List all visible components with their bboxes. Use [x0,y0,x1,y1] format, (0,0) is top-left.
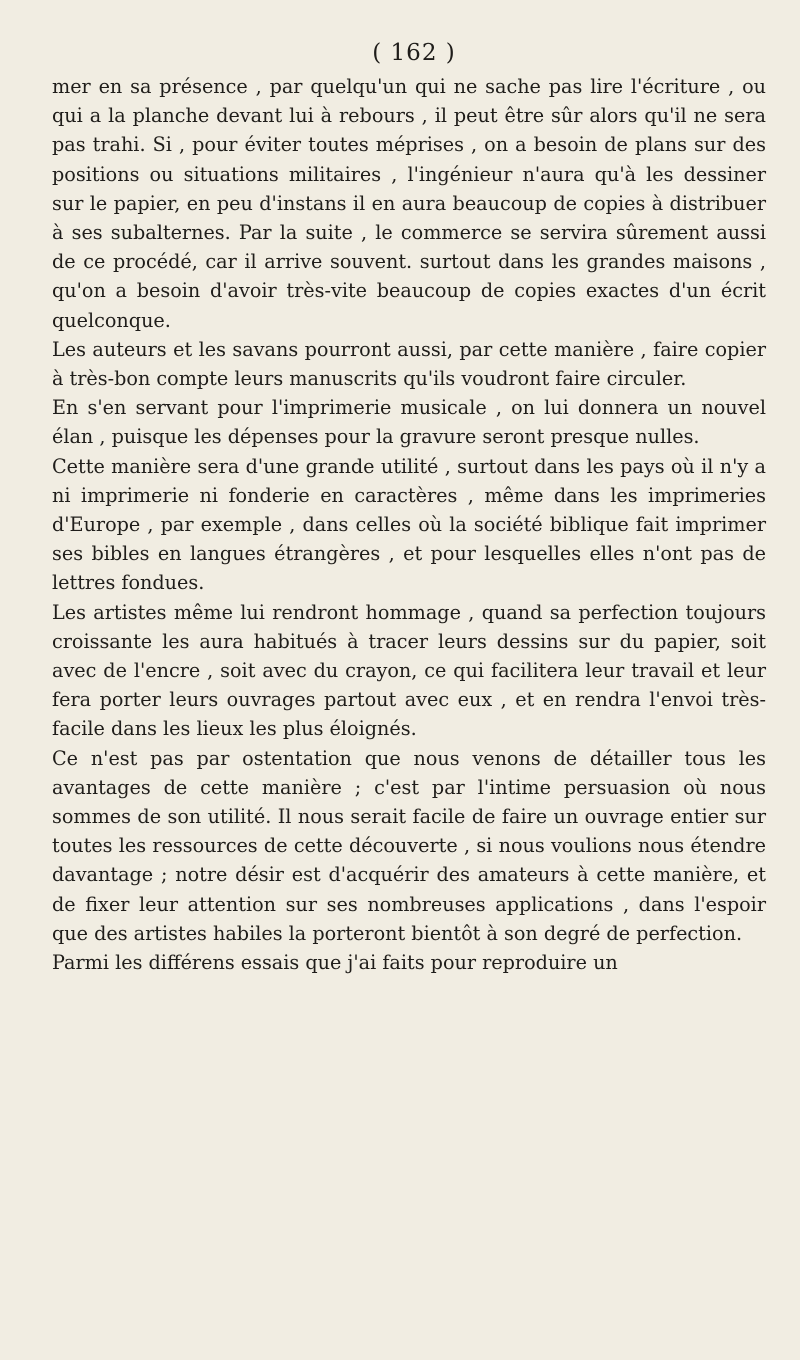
paragraph-5: Les artistes même lui rendront hommage , quand sa perfection toujours croissante les aura habitués à tracer leurs dessins sur du papier, soit avec de l'encre , soit avec du crayon, ce qui facilitera leur travail et leur fera porter leurs ouvrages partout avec eux , et en rendra l'envoi très-facile dans les lieux les plus éloignés. [52,600,766,741]
paragraph-7: Parmi les différens essais que j'ai faits pour reproduire un [52,951,618,975]
body-text [52,72,766,977]
paragraph-4: Cette manière sera d'une grande utilité , surtout dans les pays où il n'y a ni imprimerie ni fonderie en caractères , même dans les imprimeries d'Europe , par exemple , dans celles où la société biblique fait imprimer ses bibles en langues étrangères , et pour lesquelles elles n'ont pas de lettres fondues. [52,454,766,595]
paragraph-1: mer en sa présence , par quelqu'un qui ne sache pas lire l'écriture , ou qui a la planche devant lui à rebours , il peut être sûr alors qu'il ne sera pas trahi. Si , pour éviter toutes méprises , on a besoin de plans sur des positions ou situations militaires , l'ingénieur n'aura qu'à les dessiner sur le papier, en peu d'instans il en aura beaucoup de copies à distribuer à ses subalternes. Par la suite , le commerce se servira sûrement aussi de ce procédé, car il arrive souvent. surtout dans les grandes maisons , qu'on a besoin d'avoir très-vite beaucoup de copies exactes d'un écrit quelconque. [52,75,766,332]
paragraph-2: Les auteurs et les savans pourront aussi, par cette manière , faire copier à très-bon compte leurs manuscrits qu'ils voudront faire circuler. [52,337,766,391]
paragraph-3: En s'en servant pour l'imprimerie musicale , on lui donnera un nouvel élan , puisque les dépenses pour la gravure seront presque nulles. [52,396,766,449]
page-number: ( 162 ) [372,40,456,66]
paragraph-6: Ce n'est pas par ostentation que nous venons de détailler tous les avantages de cette manière ; c'est par l'intime persuasion où nous sommes de son utilité. Il nous serait facile de faire un ouvrage entier sur toutes les ressources de cette découverte , si nous voulions nous étendre davantage ; notre désir est d'acquérir des amateurs à cette manière, et de fixer leur attention sur ses nombreuses applications , dans l'espoir que des artistes habiles la porteront bientôt à son degré de perfection. [52,746,766,945]
